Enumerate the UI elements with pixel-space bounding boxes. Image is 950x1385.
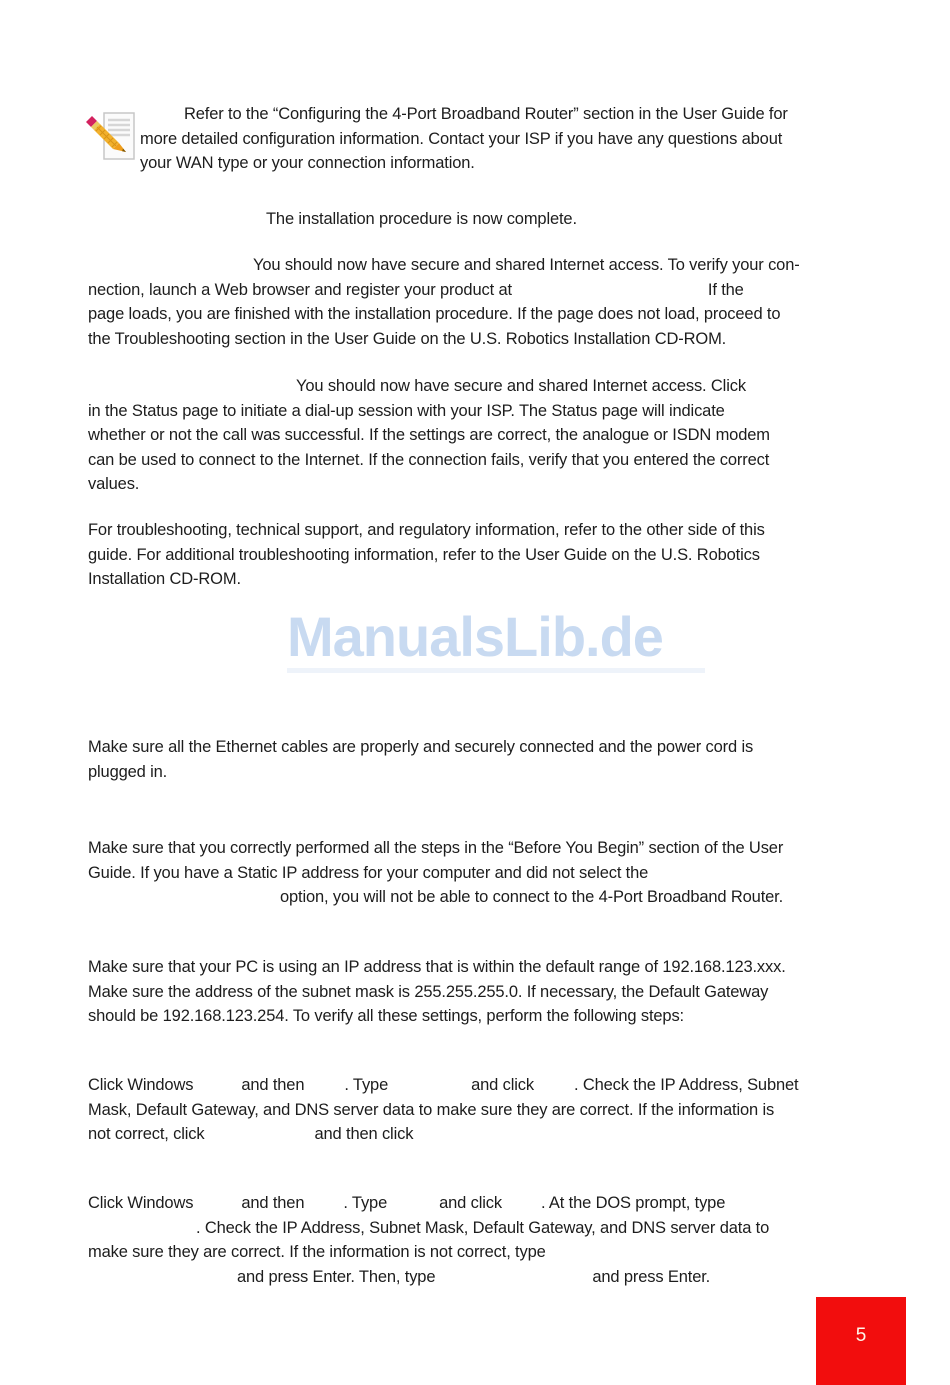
verify-paragraph (88, 253, 800, 351)
text-line (88, 448, 770, 473)
text-line (88, 423, 770, 448)
text-segment: guide. For additional troubleshooting information, refer to the User Guide on the U.S. Robotics (88, 545, 760, 564)
text-segment: not correct, click (88, 1125, 205, 1143)
watermark: ManualsLib.de (287, 605, 663, 668)
text-segment: the Troubleshooting section in the User Guide on the U.S. Robotics Installation CD-ROM. (88, 329, 727, 348)
before-you-begin-paragraph (88, 836, 783, 910)
text-segment: values. (88, 475, 140, 493)
text-gap (304, 1207, 343, 1208)
text-line (88, 1098, 798, 1123)
text-segment: Mask, Default Gateway, and DNS server data to make sure they are correct. If the information is (88, 1100, 775, 1119)
text-segment: and then (241, 1194, 305, 1212)
text-line (88, 399, 770, 424)
text-segment: and press Enter. (592, 1267, 711, 1286)
text-gap (88, 901, 280, 902)
cables-paragraph (88, 735, 753, 784)
text-gap (304, 1089, 344, 1090)
text-segment: and press Enter. Then, type (237, 1267, 436, 1286)
text-gap (387, 1207, 439, 1208)
text-segment: and then (241, 1076, 305, 1094)
text-line (88, 1073, 798, 1098)
text-segment: whether or not the call was successful. If the settings are correct, the analogue or ISDN modem (88, 426, 770, 444)
pencil-paper-icon (84, 110, 136, 162)
text-gap (193, 1207, 241, 1208)
text-gap (512, 294, 708, 295)
text-gap (502, 1207, 541, 1208)
text-segment: Make sure that you correctly performed all the steps in the “Before You Begin” section of the User (88, 839, 784, 857)
text-segment: in the Status page to initiate a dial-up session with your ISP. The Status page will indicate (88, 401, 725, 420)
text-line (88, 885, 783, 910)
text-line (88, 278, 800, 303)
text-line (88, 955, 786, 980)
text-segment: can be used to connect to the Internet. If the connection fails, verify that you entered the correct (88, 450, 770, 469)
text-segment: Make sure that your PC is using an IP address that is within the default range of 192.168.123.xxx. (88, 958, 786, 976)
text-segment: more detailed configuration information. Contact your ISP if you have any questions about (140, 129, 783, 148)
page-number-box (816, 1297, 906, 1385)
text-gap (88, 1281, 237, 1282)
text-segment: and then click (314, 1125, 414, 1143)
text-line (88, 1122, 798, 1147)
ip-range-paragraph (88, 955, 786, 1029)
text-gap (388, 1089, 471, 1090)
text-line (140, 127, 788, 152)
text-line (88, 861, 783, 886)
text-segment: Refer to the “Configuring the 4-Port Broadband Router” section in the User Guide for (184, 105, 788, 123)
winipcfg-paragraph (88, 1073, 798, 1147)
text-line (88, 207, 577, 232)
text-line (88, 836, 783, 861)
text-segment: Click Windows (88, 1194, 194, 1212)
text-segment: page loads, you are finished with the installation procedure. If the page does not load, proceed to (88, 305, 781, 323)
text-gap (435, 1281, 592, 1282)
text-gap (205, 1138, 315, 1139)
text-line (88, 472, 770, 497)
text-line (88, 327, 800, 352)
text-line (88, 253, 800, 278)
text-line (88, 518, 765, 543)
text-segment: Click Windows (88, 1076, 194, 1094)
text-line (88, 1004, 786, 1029)
dialup-paragraph (88, 374, 770, 497)
text-line (88, 1240, 769, 1265)
text-segment: Guide. If you have a Static IP address for your computer and did not select the (88, 863, 649, 882)
text-line (88, 980, 786, 1005)
text-line (88, 735, 753, 760)
text-line (88, 1216, 769, 1241)
text-segment: make sure they are correct. If the information is not correct, type (88, 1243, 546, 1261)
text-line (88, 567, 765, 592)
text-segment: You should now have secure and shared Internet access. To verify your con- (253, 256, 800, 274)
text-line (88, 1191, 769, 1216)
text-segment: Installation CD-ROM. (88, 570, 241, 588)
text-line (88, 1265, 769, 1290)
text-segment: . Type (344, 1076, 389, 1094)
text-segment: and click (471, 1076, 534, 1094)
page-number: 5 (855, 1325, 867, 1346)
text-line (88, 543, 765, 568)
text-line (88, 374, 770, 399)
text-line (140, 102, 788, 127)
text-segment: . At the DOS prompt, type (540, 1194, 726, 1212)
text-segment: The installation procedure is now complete. (266, 210, 577, 228)
text-gap (88, 1232, 196, 1233)
text-gap (193, 1089, 241, 1090)
watermark-underline (287, 668, 705, 673)
text-segment: plugged in. (88, 762, 168, 781)
text-segment: nection, launch a Web browser and register your product at (88, 280, 512, 299)
text-segment: For troubleshooting, technical support, and regulatory information, refer to the other side of this (88, 521, 765, 539)
text-segment: Make sure the address of the subnet mask is 255.255.255.0. If necessary, the Default Gateway (88, 982, 769, 1001)
text-segment: and click (439, 1194, 502, 1212)
text-segment: If the (707, 280, 744, 299)
completion-line (88, 207, 577, 232)
text-segment: should be 192.168.123.254. To verify all these settings, perform the following steps: (88, 1007, 684, 1025)
text-segment: . Check the IP Address, Subnet Mask, Default Gateway, and DNS server data to (196, 1218, 770, 1237)
text-segment: . Type (343, 1194, 388, 1212)
text-line (88, 760, 753, 785)
text-segment: Make sure all the Ethernet cables are properly and securely connected and the power cord is (88, 738, 754, 756)
note-icon (84, 110, 136, 162)
text-segment: You should now have secure and shared Internet access. Click (296, 377, 746, 395)
text-line (88, 302, 800, 327)
text-segment: your WAN type or your connection information. (140, 154, 475, 172)
text-segment: . Check the IP Address, Subnet (573, 1076, 799, 1094)
text-gap (534, 1089, 574, 1090)
dos-prompt-paragraph (88, 1191, 769, 1289)
support-paragraph (88, 518, 765, 592)
text-segment: option, you will not be able to connect to the 4-Port Broadband Router. (280, 888, 784, 906)
note-paragraph (140, 102, 788, 176)
text-line (140, 151, 788, 176)
